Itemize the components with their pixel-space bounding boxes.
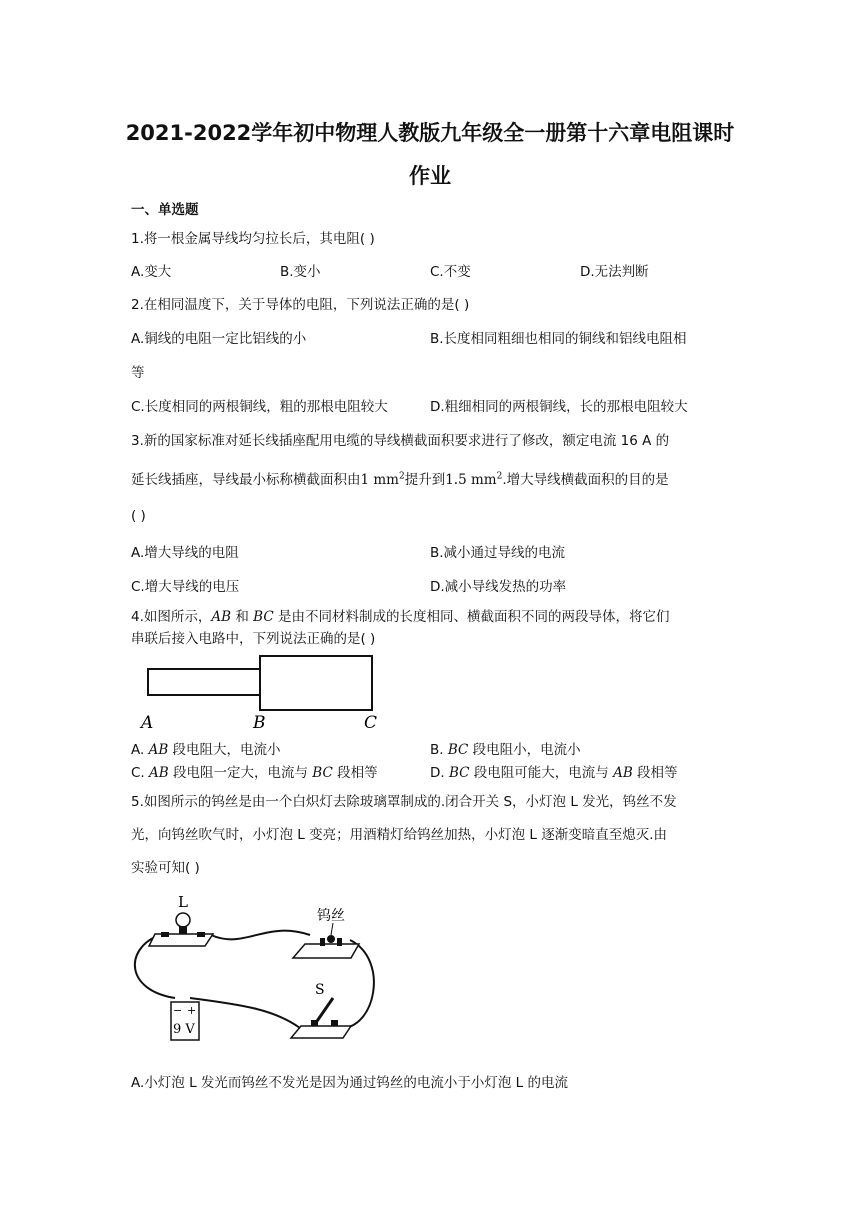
question-5-option-a: A.小灯泡 L 发光而钨丝不发光是因为通过钨丝的电流小于小灯泡 L 的电流 <box>131 1075 568 1091</box>
title-line-2: 作业 <box>409 164 451 188</box>
lamp-terminal-right <box>197 932 205 937</box>
question-1-option-a: A.变大 <box>131 264 172 280</box>
question-4-option-c: C. AB 段电阻一定大，电流与 BC 段相等 <box>131 765 378 781</box>
label-tungsten: 钨丝 <box>317 908 345 924</box>
battery-label: 9 V <box>173 1022 195 1037</box>
wire-battery-to-switch <box>190 998 300 1028</box>
question-2-stem: 2.在相同温度下，关于导体的电阻，下列说法正确的是( ) <box>131 297 470 313</box>
question-3-option-c: C.增大导线的电压 <box>131 579 240 595</box>
question-4-option-a: A. AB 段电阻大，电流小 <box>131 742 281 758</box>
question-3-option-b: B.减小通过导线的电流 <box>430 545 566 561</box>
title-line-1: 2021-2022学年初中物理人教版九年级全一册第十六章电阻课时 <box>125 121 735 145</box>
lamp-terminal-left <box>161 932 169 937</box>
question-2-option-b-continued: 等 <box>131 365 145 381</box>
lamp-bulb-icon <box>176 913 190 934</box>
tungsten-board <box>293 944 359 958</box>
question-2-option-c: C.长度相同的两根铜线，粗的那根电阻较大 <box>131 399 388 415</box>
var-ab: AB <box>211 609 232 625</box>
conductor-ab <box>148 669 260 695</box>
question-3-text-b: 提升到 <box>404 472 446 488</box>
question-4-option-d: D. BC 段电阻可能大，电流与 AB 段相等 <box>430 765 678 781</box>
label-a: A <box>141 713 154 732</box>
question-3-text-a: 延长线插座，导线最小标称横截面积由 <box>131 472 361 488</box>
wire-lamp-to-tungsten <box>211 931 310 940</box>
question-2-option-b: B.长度相同粗细也相同的铜线和铝线电阻相 <box>430 331 687 347</box>
question-3-option-d: D.减小导线发热的功率 <box>430 579 567 595</box>
question-3-value-2: 1.5 $mm^2$ <box>445 471 503 488</box>
label-lamp: L <box>178 893 188 911</box>
question-2-option-a: A.铜线的电阻一定比铝线的小 <box>131 331 307 347</box>
question-5-line-1: 5.如图所示的钨丝是由一个白炽灯去除玻璃罩制成的.闭合开关 S，小灯泡 L 发光，钨丝不发 <box>131 794 677 810</box>
question-1-option-c: C.不变 <box>430 264 471 280</box>
conductor-figure <box>138 650 398 732</box>
label-b: B <box>253 713 266 732</box>
question-1-stem: 1.将一根金属导线均匀拉长后，其电阻( ) <box>131 231 375 247</box>
section-heading: 一、单选题 <box>131 202 199 218</box>
label-c: C <box>364 713 378 732</box>
question-3-option-a: A.增大导线的电阻 <box>131 545 239 561</box>
conductor-bc <box>260 656 372 710</box>
question-1-option-d: D.无法判断 <box>580 264 649 280</box>
var-bc: BC <box>253 609 274 625</box>
question-2-option-d: D.粗细相同的两根铜线，长的那根电阻较大 <box>430 399 688 415</box>
switch-icon <box>311 998 338 1026</box>
switch-board <box>291 1026 351 1038</box>
label-switch: S <box>315 982 325 998</box>
question-5-line-3: 实验可知( ) <box>131 860 200 876</box>
question-4-line-2: 串联后接入电路中，下列说法正确的是( ) <box>131 631 376 647</box>
question-3-line-3: ( ) <box>131 508 146 524</box>
question-4-option-b: B. BC 段电阻小，电流小 <box>430 742 581 758</box>
question-1-option-b: B.变小 <box>280 264 321 280</box>
battery-minus: − <box>173 1004 183 1017</box>
question-3-text-c: .增大导线横截面积的目的是 <box>502 472 669 488</box>
circuit-figure <box>125 890 385 1050</box>
question-3-line-1: 3.新的国家标准对延长线插座配用电缆的导线横截面积要求进行了修改，额定电流 16 A 的 <box>131 433 670 449</box>
question-3-value-1: 1 $mm^2$ <box>360 471 405 488</box>
question-5-line-2: 光，向钨丝吹气时，小灯泡 L 变亮；用酒精灯给钨丝加热，小灯泡 L 逐渐变暗直至熄灭.由 <box>131 827 667 843</box>
question-4-line-1: 4.如图所示，AB 和 BC 是由不同材料制成的长度相同、横截面积不同的两段导体，将它们 <box>131 609 670 625</box>
question-3-line-2 <box>131 468 669 488</box>
battery-plus: + <box>187 1004 197 1017</box>
